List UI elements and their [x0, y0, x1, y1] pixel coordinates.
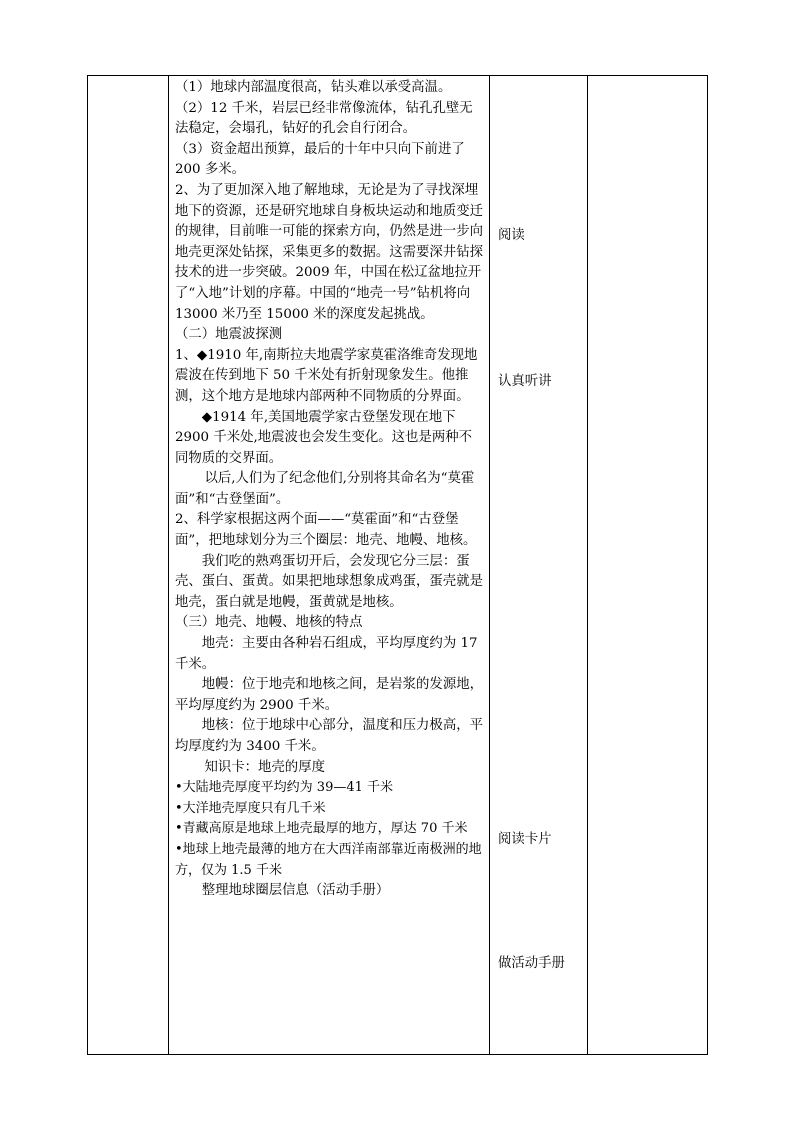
- paragraph: （3）资金超出预算，最后的十年中只向下前进了 200 多米。: [175, 141, 465, 178]
- student-activity-read: 阅读: [498, 228, 525, 243]
- student-activity-cell: [490, 76, 588, 1055]
- stage-cell: [88, 76, 169, 1055]
- paragraph: （1）地球内部温度很高，钻头难以承受高温。: [175, 80, 452, 95]
- paragraph: 我们吃的熟鸡蛋切开后，会发现它分三层：蛋壳、蛋白、蛋黄。如果把地球想象成鸡蛋，蛋壳就是地壳，蛋白就是地幔，蛋黄就是地核。: [175, 553, 483, 610]
- paragraph: 2、为了更加深入地了解地球，无论是为了寻找深埋地下的资源，还是研究地球自身板块运动和地质变迁的规律，目前唯一可能的探索方向，仍然是进一步向地壳更深处钻探，采集更多的数据。这需要深井钻探技术的进一步突破。2009 年，中国在松辽盆地拉开了“入地”计划的序幕。中国的“地壳一号”钻机将向 13000 米乃至 15000 米的深度发起挑战。: [175, 182, 483, 322]
- lesson-plan-table: [87, 75, 708, 1055]
- paragraph: ◆1914 年,美国地震学家古登堡发现在地下 2900 千米处,地震波也会发生变化。这也是两种不同物质的交界面。: [175, 409, 473, 466]
- design-intent-cell: [588, 76, 708, 1055]
- teacher-activity-cell: [169, 76, 490, 1055]
- student-activity-read-card: 阅读卡片: [498, 832, 552, 847]
- paragraph: 地核：位于地球中心部分，温度和压力极高，平均厚度约为 3400 千米。: [175, 718, 483, 754]
- paragraph: 1、◆1910 年,南斯拉夫地震学家莫霍洛维奇发现地震波在传到地下 50 千米处有折射现象发生。他推测，这个地方是地球内部两种不同物质的分界面。: [175, 347, 478, 404]
- section-heading: （二）地震波探测: [175, 327, 283, 343]
- student-activity-handbook: 做活动手册: [498, 956, 565, 971]
- paragraph: 以后,人们为了纪念他们,分别将其命名为“莫霍面”和“古登堡面”。: [175, 471, 475, 507]
- student-activity-listen: 认真听讲: [498, 374, 552, 389]
- table-row: [88, 76, 708, 1055]
- knowledge-card-item: • 地球上地壳最薄的地方在大西洋南部靠近南极洲的地方，仅为 1.5 千米: [175, 840, 483, 881]
- knowledge-card-item: • 青藏高原是地球上地壳最厚的地方，厚达 70 千米: [175, 819, 483, 840]
- knowledge-card-item: • 大陆地壳厚度平均约为 39—41 千米: [175, 778, 483, 799]
- paragraph: 2、科学家根据这两个面——“莫霍面”和“古登堡面”，把地球划分为三个圈层：地壳、地幔、地核。: [175, 512, 477, 549]
- knowledge-card-title: 知识卡：地壳的厚度: [204, 759, 325, 775]
- teacher-activity-text: [169, 76, 489, 902]
- paragraph: 地壳：主要由各种岩石组成，平均厚度约为 17 千米。: [175, 636, 478, 672]
- section-heading: （三）地壳、地幔、地核的特点: [175, 615, 363, 631]
- knowledge-card-item: • 大洋地壳厚度只有几千米: [175, 799, 483, 820]
- student-activity-column: [490, 76, 587, 1054]
- paragraph: （2）12 千米，岩层已经非常像流体，钻孔孔壁无法稳定，会塌孔，钻好的孔会自行闭合。: [175, 100, 473, 137]
- paragraph: 地幔：位于地壳和地核之间，是岩浆的发源地，平均厚度约为 2900 千米。: [175, 677, 483, 713]
- paragraph: 整理地球圈层信息（活动手册）: [201, 883, 390, 899]
